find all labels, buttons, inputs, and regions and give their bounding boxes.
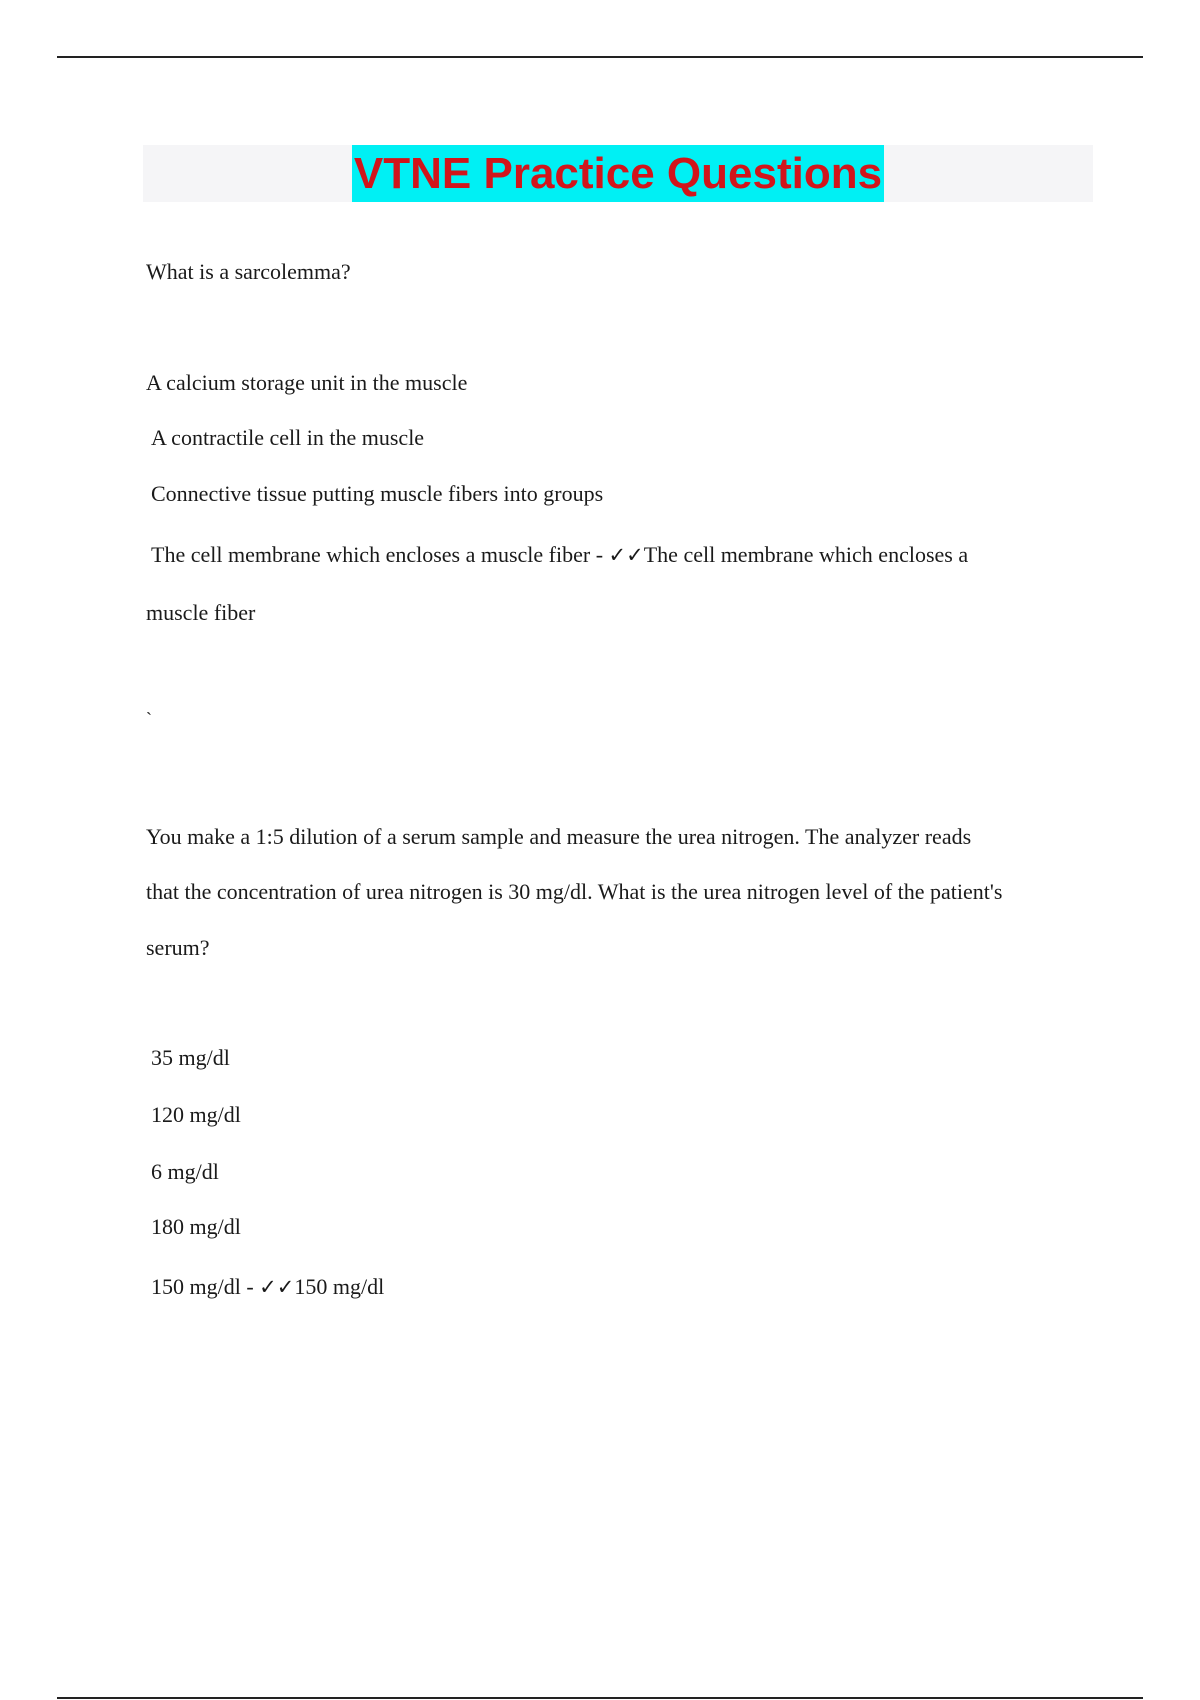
question-1-option-4: The cell membrane which encloses a muscle fiber - bbox=[151, 542, 604, 567]
top-rule bbox=[57, 56, 1143, 58]
question-2-prompt-line-2: that the concentration of urea nitrogen is 30 mg/dl. What is the urea nitrogen level of the patient's bbox=[146, 879, 1003, 904]
title-banner bbox=[143, 145, 1093, 202]
question-2-option-3: 6 mg/dl bbox=[151, 1159, 219, 1184]
page-title: VTNE Practice Questions bbox=[352, 145, 884, 202]
double-check-icon: ✓✓ bbox=[608, 543, 644, 567]
question-2-option-1: 35 mg/dl bbox=[151, 1045, 230, 1070]
question-2-prompt-line-1: You make a 1:5 dilution of a serum sample and measure the urea nitrogen. The analyzer reads bbox=[146, 824, 972, 849]
question-1-answer-line bbox=[151, 541, 968, 569]
question-1-option-3: Connective tissue putting muscle fibers into groups bbox=[151, 481, 604, 506]
question-2-option-4: 180 mg/dl bbox=[151, 1214, 241, 1239]
question-1-answer: The cell membrane which encloses a bbox=[643, 542, 969, 567]
double-check-icon: ✓✓ bbox=[259, 1275, 295, 1299]
question-2-option-2: 120 mg/dl bbox=[151, 1102, 241, 1127]
question-2-prompt-line-3: serum? bbox=[146, 935, 210, 960]
question-1-prompt: What is a sarcolemma? bbox=[146, 259, 351, 284]
question-1-answer-continued: muscle fiber bbox=[146, 600, 256, 625]
question-2-answer-line bbox=[151, 1273, 384, 1301]
question-1-option-1: A calcium storage unit in the muscle bbox=[146, 370, 468, 395]
stray-mark: ` bbox=[146, 709, 152, 729]
question-1-option-2: A contractile cell in the muscle bbox=[151, 425, 425, 450]
bottom-rule bbox=[57, 1697, 1143, 1699]
question-2-option-5: 150 mg/dl - bbox=[151, 1274, 254, 1299]
question-2-answer: 150 mg/dl bbox=[294, 1274, 385, 1299]
